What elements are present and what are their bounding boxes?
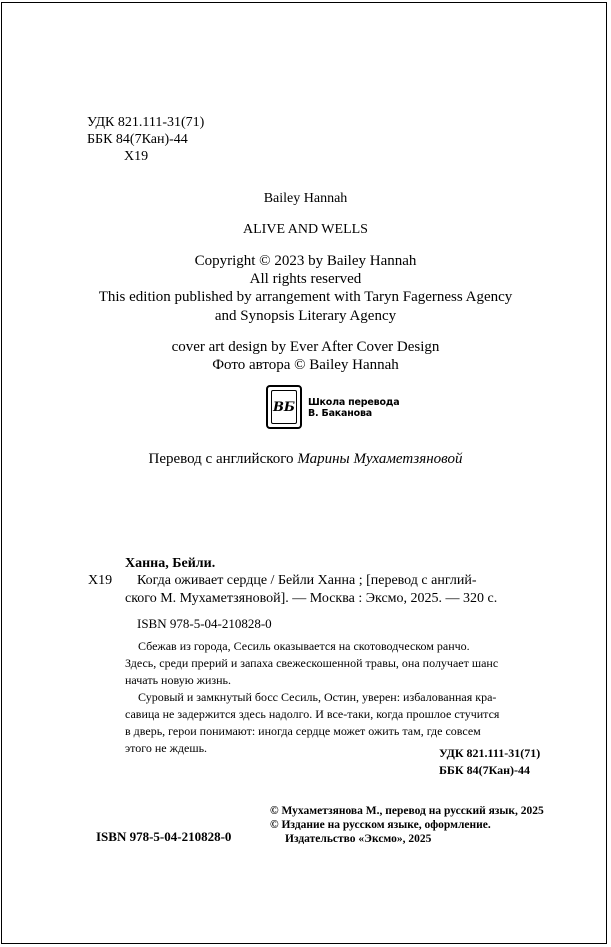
card-entry-line-1: Когда оживает сердце / Бейли Ханна ; [перевод с англий- <box>137 573 477 588</box>
footer-copyright-2: © Издание на русском языке, оформление. <box>270 819 491 831</box>
translation-credit <box>0 450 611 469</box>
cover-art-credit: cover art design by Ever After Cover Design <box>171 339 440 355</box>
bbk-code-top: ББК 84(7Кан)-44 <box>87 132 188 147</box>
card-udk: УДК 821.111-31(71) <box>439 746 541 760</box>
annotation-2-line-3: в дверь, герои понимают: иногда сердце может ожить там, где совсем <box>125 724 481 738</box>
author-code-top: Х19 <box>124 149 149 164</box>
footer-isbn: ISBN 978-5-04-210828-0 <box>96 829 232 844</box>
translator-name: Марины Мухаметзяновой <box>297 451 463 467</box>
annotation-1-line-3: начать новую жизнь. <box>125 673 232 687</box>
annotation-1-line-1: Сбежав из города, Сесиль оказывается на скотоводческом ранчо. <box>138 639 470 653</box>
annotation-1-line-2: Здесь, среди прерий и запаха свежескошенной травы, она получает шанс <box>125 656 499 670</box>
footer-copyright-1: © Мухаметзянова М., перевод на русский язык, 2025 <box>270 805 544 817</box>
card-code: Х19 <box>88 573 113 588</box>
copyright-line: Copyright © 2023 by Bailey Hannah <box>194 253 417 269</box>
translation-school-logo <box>266 385 302 429</box>
annotation-2-line-2: савица не задержится здесь надолго. И все-таки, когда прошлое стучится <box>125 707 500 721</box>
logo-caption-line-2: В. Баканова <box>308 408 372 419</box>
annotation-paragraph-1 <box>138 638 546 655</box>
card-heading: Ханна, Бейли. <box>125 556 216 571</box>
footer-copyright-3: Издательство «Эксмо», 2025 <box>285 833 432 845</box>
annotation-2-line-1: Суровый и замкнутый босс Сесиль, Остин, уверен: избалованная кра- <box>138 690 497 704</box>
card-bbk: ББК 84(7Кан)-44 <box>439 763 531 777</box>
photo-credit: Фото автора © Bailey Hannah <box>212 357 399 373</box>
edition-line-2: and Synopsis Literary Agency <box>214 308 397 324</box>
logo-caption <box>308 397 399 419</box>
udk-code-top: УДК 821.111-31(71) <box>87 115 205 130</box>
rights-line: All rights reserved <box>249 271 362 287</box>
annotation-2-line-4: этого не ждешь. <box>125 741 208 755</box>
author-name: Bailey Hannah <box>263 191 348 206</box>
translation-prefix: Перевод с английского <box>148 451 298 467</box>
card-entry-line-2: ского М. Мухаметзяновой]. — Москва : Эксмо, 2025. — 320 с. <box>125 591 498 606</box>
logo-caption-line-1: Школа перевода <box>308 397 400 408</box>
edition-line-1: This edition published by arrangement with Taryn Fagerness Agency <box>98 289 513 305</box>
book-title: ALIVE AND WELLS <box>243 222 368 237</box>
card-isbn: ISBN 978-5-04-210828-0 <box>137 616 272 631</box>
logo-monogram: ВБ <box>271 390 297 424</box>
